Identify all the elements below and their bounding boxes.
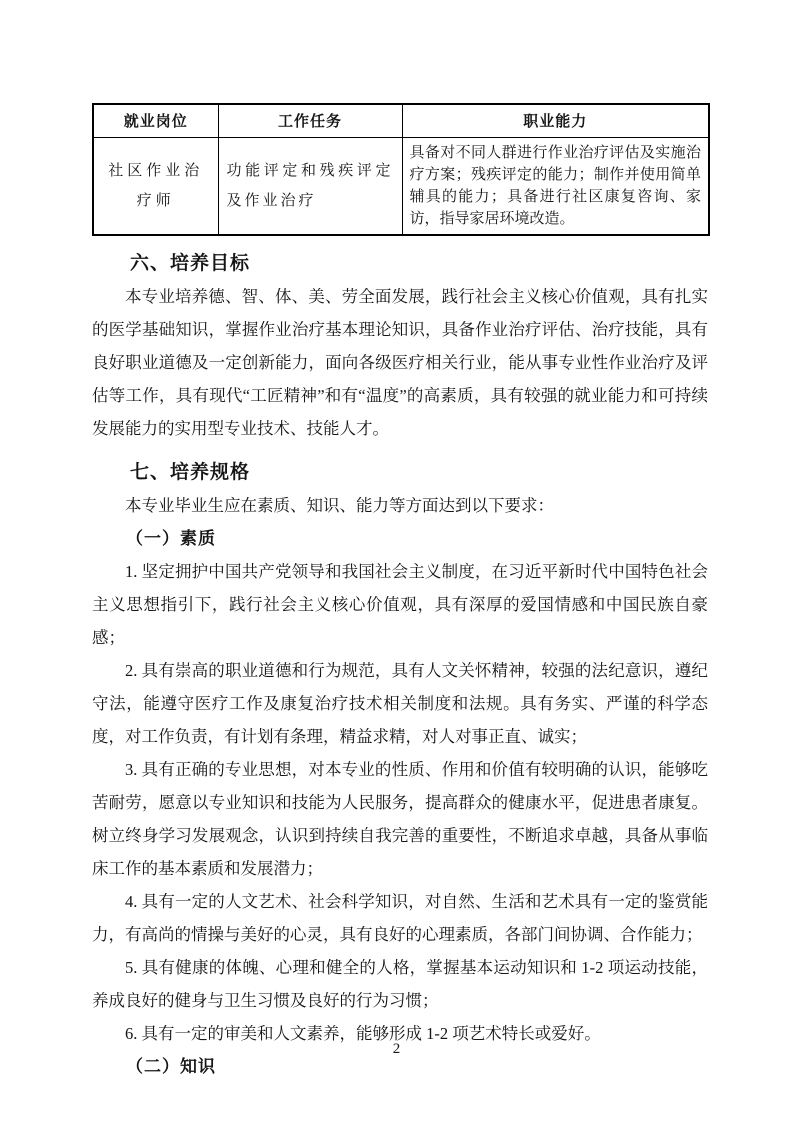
section-6-heading: 六、培养目标: [130, 252, 251, 274]
page-content: [92, 103, 708, 1083]
quality-item-2: 2. 具有崇高的职业道德和行为规范，具有人文关怀精神，较强的法纪意识，遵纪守法，能遵守医疗工作及康复治疗技术相关制度和法规。具有务实、严谨的科学态度，对工作负责，有计划有条理，精益求精，对人对事正直、诚实；: [92, 660, 708, 746]
jobs-table: [92, 103, 710, 236]
section-7-heading: 七、培养规格: [130, 461, 251, 483]
section-7-intro: 本专业毕业生应在素质、知识、能力等方面达到以下要求：: [125, 495, 554, 515]
table-cell-position: 社区作业治疗师: [93, 137, 218, 235]
table-cell-tasks: 功能评定和残疾评定及作业治疗: [218, 137, 402, 235]
quality-item-3: 3. 具有正确的专业思想，对本专业的性质、作用和价值有较明确的认识，能够吃苦耐劳，愿意以专业知识和技能为人民服务，提高群众的健康水平，促进患者康复。树立终身学习发展观念，认识到持续自我完善的重要性，不断追求卓越，具备从事临床工作的基本素质和发展潜力；: [92, 759, 708, 878]
quality-item-6: 6. 具有一定的审美和人文素养，能够形成 1-2 项艺术特长或爱好。: [125, 1023, 601, 1043]
table-header-position: 就业岗位: [93, 104, 218, 137]
subsection-quality-heading: （一）素质: [126, 528, 216, 548]
table-header-abilities: 职业能力: [402, 104, 709, 137]
table-header-row: [93, 104, 709, 137]
subsection-knowledge-heading: （二）知识: [126, 1056, 216, 1076]
table-row: [93, 137, 709, 235]
table-header-tasks: 工作任务: [218, 104, 402, 137]
quality-item-1: 1. 坚定拥护中国共产党领导和我国社会主义制度，在习近平新时代中国特色社会主义思想指引下，践行社会主义核心价值观，具有深厚的爱国情感和中国民族自豪感；: [92, 561, 708, 647]
quality-item-4: 4. 具有一定的人文艺术、社会科学知识，对自然、生活和艺术具有一定的鉴赏能力，有高尚的情操与美好的心灵，具有良好的心理素质，各部门间协调、合作能力；: [92, 891, 708, 944]
page-number: 2: [392, 1041, 401, 1057]
table-cell-abilities: 具备对不同人群进行作业治疗评估及实施治疗方案；残疾评定的能力；制作并使用简单辅具的能力；具备进行社区康复咨询、家访，指导家居环境改造。: [402, 137, 709, 235]
quality-item-5: 5. 具有健康的体魄、心理和健全的人格，掌握基本运动知识和 1-2 项运动技能，养成良好的健身与卫生习惯及良好的行为习惯；: [92, 957, 708, 1010]
section-6-paragraph: 本专业培养德、智、体、美、劳全面发展，践行社会主义核心价值观，具有扎实的医学基础知识，掌握作业治疗基本理论知识，具备作业治疗评估、治疗技能，具有良好职业道德及一定创新能力，面向各级医疗相关行业，能从事专业性作业治疗及评估等工作，具有现代“工匠精神”和有“温度”的高素质，具有较强的就业能力和可持续发展能力的实用型专业技术、技能人才。: [92, 286, 708, 438]
